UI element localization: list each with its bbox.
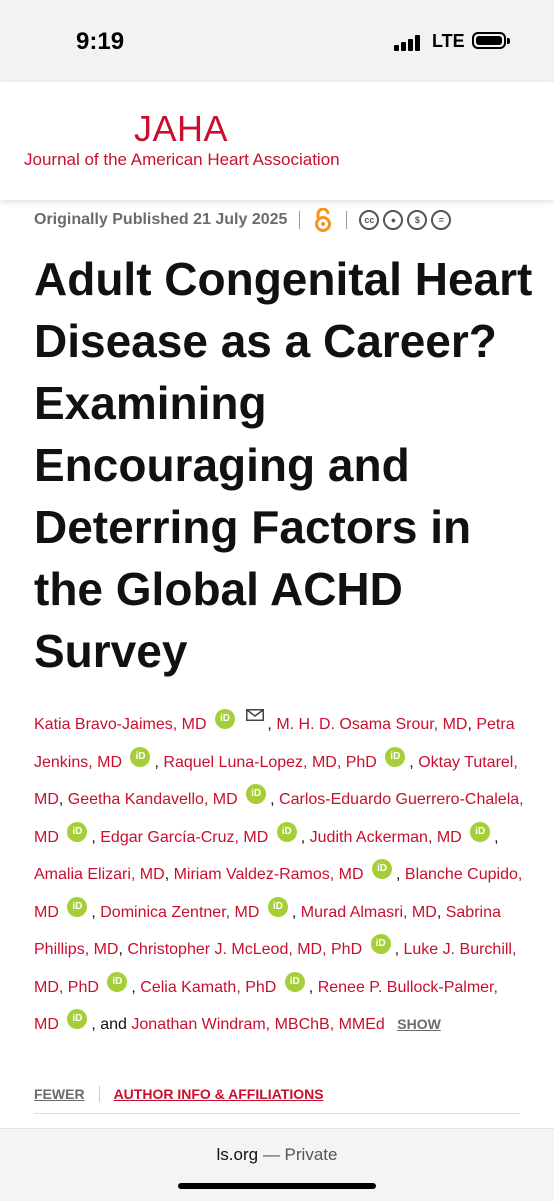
- orcid-icon[interactable]: iD: [371, 934, 391, 954]
- author-link[interactable]: Katia Bravo-Jaimes, MD: [34, 716, 207, 733]
- signal-icon: [394, 35, 424, 51]
- divider: [299, 211, 300, 229]
- orcid-icon[interactable]: iD: [67, 822, 87, 842]
- author-link[interactable]: Geetha Kandavello, MD: [67, 791, 238, 808]
- author-list: Katia Bravo-Jaimes, MD iD , M. H. D. Osama Srour, MD, Petra Jenkins, MD iD , Raquel Luna-Lopez, MD, PhD iD , Oktay Tutarel, MD, Geetha Kandavello, MD iD , Carlos-Eduardo Guerrero-Chalela, MD iD , Edgar García-Cruz, MD iD , Judith Ackerman, MD iD , Amalia Elizari, MD, Miriam Valdez-Ramos, MD iD , Blanche Cupido, MD iD , Dominica Zentner, MD iD , Murad Almasri, MD, Sabrina Phillips, MD, Christopher J. McLeod, MD, PhD iD , Luke J. Burchill, MD, PhD iD , Celia Kamath, PhD iD , Renee P. Bullock-Palmer, MD iD , and Jonathan Windram, MBChB, MMEd SHOW: [34, 706, 524, 1044]
- by-icon: ●: [383, 210, 403, 230]
- orcid-icon[interactable]: iD: [268, 897, 288, 917]
- publish-date: Originally Published 21 July 2025: [34, 211, 288, 228]
- author-actions: [34, 1086, 324, 1102]
- article-meta: [34, 206, 451, 234]
- orcid-icon[interactable]: iD: [67, 1009, 87, 1029]
- author-link[interactable]: Renee P. Bullock-Palmer, MD: [34, 978, 498, 1033]
- author-link[interactable]: Blanche Cupido, MD: [34, 866, 523, 921]
- url-domain: ls.org: [216, 1145, 259, 1164]
- author-link[interactable]: M. H. D. Osama Srour, MD: [276, 716, 468, 733]
- show-fewer-toggle[interactable]: FEWER: [34, 1086, 85, 1102]
- author-link[interactable]: Petra Jenkins, MD: [34, 716, 515, 771]
- cc-icon: cc: [359, 210, 379, 230]
- author-info-affiliations-link[interactable]: AUTHOR INFO & AFFILIATIONS: [113, 1086, 324, 1102]
- orcid-icon[interactable]: iD: [285, 972, 305, 992]
- nd-icon: =: [431, 210, 451, 230]
- section-divider: [34, 1113, 520, 1114]
- divider: [99, 1086, 100, 1102]
- creative-commons-icons[interactable]: [359, 210, 451, 230]
- journal-name[interactable]: Journal of the American Heart Association: [24, 150, 340, 169]
- journal-logo[interactable]: JAHA: [134, 108, 229, 149]
- orcid-icon[interactable]: iD: [372, 859, 392, 879]
- open-access-icon: [312, 208, 334, 232]
- author-link[interactable]: Dominica Zentner, MD: [100, 903, 260, 921]
- network-type: LTE: [432, 31, 465, 51]
- divider: [346, 211, 347, 229]
- status-time: 9:19: [76, 28, 125, 55]
- author-link[interactable]: Amalia Elizari, MD: [34, 866, 165, 883]
- author-link[interactable]: Oktay Tutarel, MD: [34, 753, 518, 808]
- url-text[interactable]: [0, 1145, 554, 1165]
- orcid-icon[interactable]: iD: [107, 972, 127, 992]
- author-link[interactable]: Carlos-Eduardo Guerrero-Chalela, MD: [34, 791, 524, 846]
- journal-header: [0, 82, 554, 200]
- private-label: — Private: [258, 1145, 338, 1164]
- author-link[interactable]: Miriam Valdez-Ramos, MD: [173, 866, 364, 883]
- orcid-icon[interactable]: iD: [130, 747, 150, 767]
- browser-url-bar[interactable]: [0, 1128, 554, 1201]
- status-bar: [0, 0, 554, 82]
- mail-icon[interactable]: [246, 709, 264, 721]
- author-link[interactable]: Edgar García-Cruz, MD: [100, 828, 269, 846]
- battery-icon: [472, 32, 506, 49]
- nc-icon: $: [407, 210, 427, 230]
- orcid-icon[interactable]: iD: [385, 747, 405, 767]
- article-title: Adult Congenital Heart Disease as a Career? Examining Encouraging and Deterring Factors in the Global ACHD Survey: [34, 253, 533, 677]
- orcid-icon[interactable]: iD: [277, 822, 297, 842]
- author-link[interactable]: Celia Kamath, PhD: [140, 978, 277, 996]
- orcid-icon[interactable]: iD: [67, 897, 87, 917]
- orcid-icon[interactable]: iD: [215, 709, 235, 729]
- author-link[interactable]: Raquel Luna-Lopez, MD, PhD: [163, 753, 377, 771]
- orcid-icon[interactable]: iD: [470, 822, 490, 842]
- author-link[interactable]: Judith Ackerman, MD: [309, 828, 462, 846]
- author-link[interactable]: Murad Almasri, MD: [300, 903, 437, 921]
- author-link[interactable]: Jonathan Windram, MBChB, MMEd: [131, 1016, 385, 1033]
- orcid-icon[interactable]: iD: [246, 784, 266, 804]
- author-link[interactable]: Luke J. Burchill, MD, PhD: [34, 941, 517, 996]
- author-link[interactable]: Christopher J. McLeod, MD, PhD: [127, 941, 363, 958]
- show-fewer-toggle[interactable]: SHOW: [397, 1016, 441, 1032]
- author-link[interactable]: Sabrina Phillips, MD: [34, 903, 501, 958]
- home-indicator[interactable]: [178, 1183, 376, 1189]
